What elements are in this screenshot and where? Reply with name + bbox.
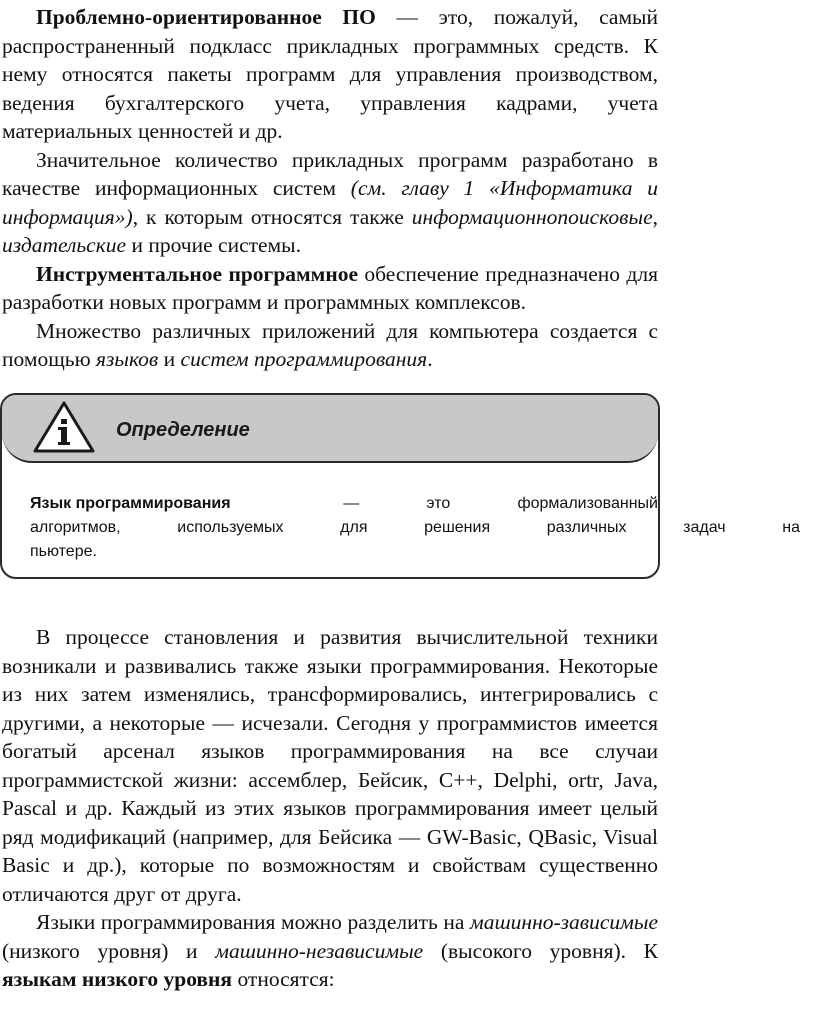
paragraph-text: . [427, 347, 433, 371]
paragraph-text: (низкого уровня) и [2, 938, 216, 963]
definition-word: используемых [177, 519, 284, 536]
paragraph-text: и прочие системы. [126, 233, 301, 257]
definition-term: Язык программирования [30, 495, 231, 512]
paragraph-text: , к которым относятся также [132, 204, 412, 229]
term-instrumental: Инструментальное программное [36, 261, 358, 286]
definition-word: это [426, 495, 451, 512]
term-publishing-systems: издательские [2, 233, 127, 257]
definition-word: — [343, 495, 360, 512]
definition-word: формализованный [517, 495, 658, 512]
definition-word: решения [424, 519, 491, 536]
paragraph-problem-oriented [2, 3, 658, 146]
paragraph-text: — это, пожалуй, самый распространенный подкласс прикладных программных средств. К нему относятся пакеты программ для управления производством, ведения бухгалтерского учета, управления кадрами, учета материальных ценностей и др. [2, 5, 658, 143]
definition-word: для [340, 519, 368, 536]
paragraph-text: обеспечение предназначено для разработки новых программ и программных комплексов. [2, 261, 658, 314]
definition-line-1 [30, 492, 658, 516]
definition-word: задач [683, 519, 726, 536]
term-machine-independent: машинно-независимые [215, 938, 424, 963]
paragraph-languages [2, 317, 658, 374]
definition-word: различных [546, 519, 627, 536]
definition-word: алгоритмов, [30, 519, 121, 536]
text-block-top [2, 3, 658, 374]
term-machine-dependent: машинно-зависимые [469, 910, 658, 934]
text-block-bottom [2, 623, 658, 994]
paragraph-text: (высокого уровня). К [423, 938, 658, 963]
paragraph-text: относятся: [232, 967, 335, 991]
definition-header [2, 395, 658, 463]
paragraph-text: Множество различных приложений для компьютера создается с помощью [2, 318, 658, 371]
term-programming-systems: систем программирования [180, 347, 428, 371]
paragraph-info-systems [2, 146, 658, 260]
info-icon [32, 400, 96, 454]
paragraph-classification [2, 908, 658, 994]
paragraph-instrumental [2, 260, 658, 317]
definition-word: на [782, 519, 800, 536]
chapter-reference: (см. главу 1 «Информатика и информация») [2, 176, 658, 229]
paragraph-history: В процессе становления и развития вычислительной техники возникали и развивались также языки программирования. Некоторые из них затем изменялись, трансформировались, интегрировались с другими, а некоторые — исчезали. Сегодня у программистов имеется богатый арсенал языков программирования на все случаи программистской жизни: ассемблер, Бейсик, С++, Delphi, ortr, Java, Pascal и др. Каждый из этих языков программирования имеет целый ряд модификаций (например, для Бейсика — GW-Basic, QBasic, Visual Basic и др.), которые по возможностям и свойствам существенно отличаются друг от друга. [2, 625, 658, 906]
paragraph-text: Языки программирования можно разделить на [36, 910, 470, 934]
term-low-level-languages: языкам низкого уровня [2, 967, 233, 991]
term-languages: языков [96, 347, 159, 371]
paragraph-text: , [652, 204, 658, 229]
paragraph-text: Значительное количество прикладных программ разработано в качестве информационных систем [2, 147, 658, 200]
definition-title: Определение [116, 419, 250, 441]
definition-line-3: пьютере. [30, 543, 97, 560]
term-problem-oriented: Проблемно-ориентированное ПО [36, 5, 376, 29]
definition-text [30, 492, 800, 564]
definition-line-2 [30, 516, 800, 540]
paragraph-text: и [158, 347, 181, 371]
term-search-systems: информационнопоисковые [411, 204, 653, 229]
